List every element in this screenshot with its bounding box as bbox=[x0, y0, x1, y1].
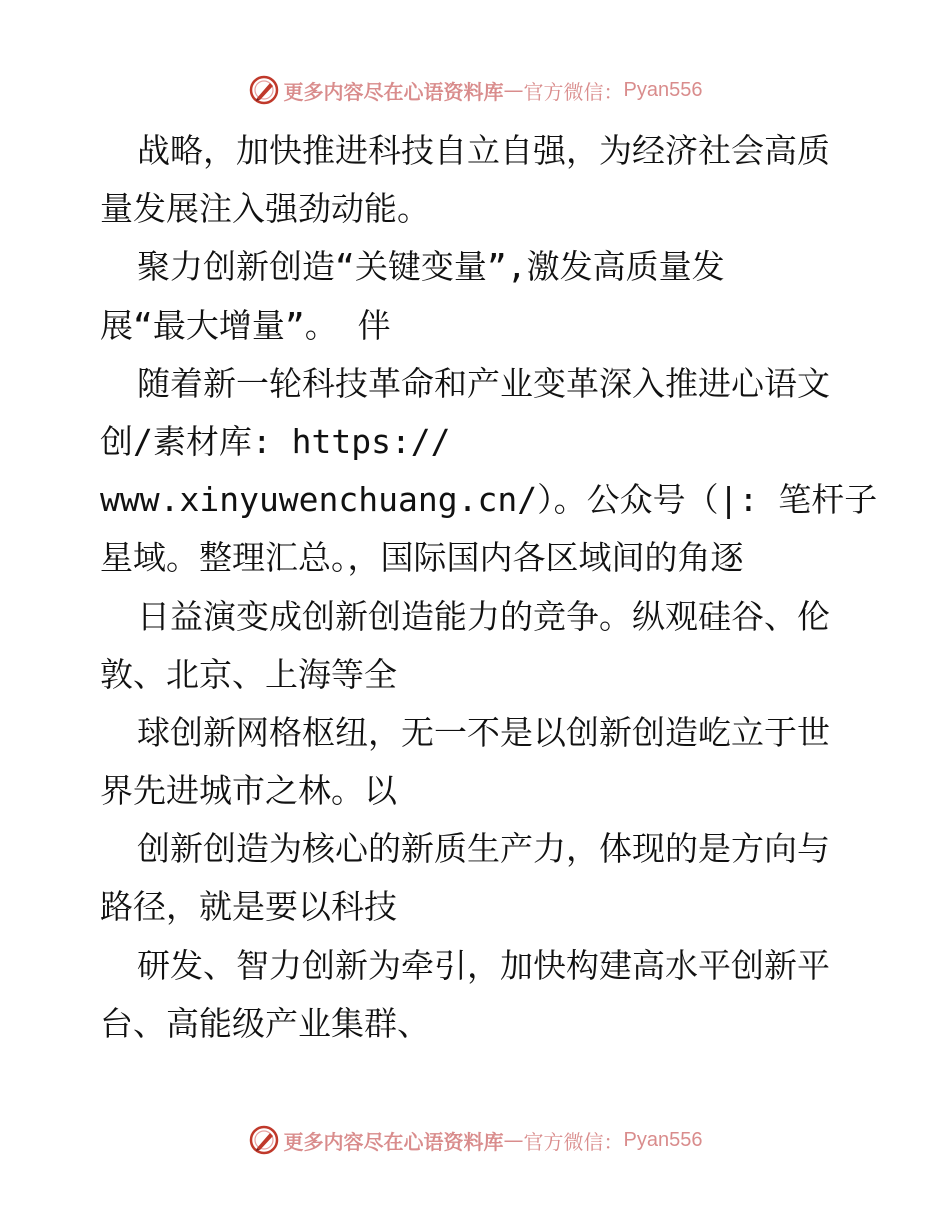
text-line: 敦、北京、上海等全 bbox=[100, 654, 397, 694]
text-line: 球创新网格枢纽，无一不是以创新创造屹立于世 bbox=[137, 712, 830, 752]
text-line: 研发、智力创新为牵引，加快构建高水平创新平 bbox=[137, 945, 830, 985]
header-brand-text: 更多内容尽在心语资料库 bbox=[283, 79, 504, 104]
header-wechat-label: 官方微信： bbox=[523, 79, 624, 104]
header-watermark bbox=[0, 70, 950, 110]
text-line: 随着新一轮科技革命和产业变革深入推进心语文 bbox=[137, 363, 830, 403]
text-line: 展“最大增量”。 伴 bbox=[100, 305, 391, 345]
footer-watermark bbox=[0, 1120, 950, 1160]
text-line: 创新创造为核心的新质生产力，体现的是方向与 bbox=[137, 829, 830, 869]
body-text bbox=[100, 122, 878, 1053]
text-line: 台、高能级产业集群、 bbox=[100, 1003, 430, 1043]
text-line: 量发展注入强劲动能。 bbox=[100, 189, 430, 229]
text-line: 创/素材库: https:// bbox=[100, 421, 451, 461]
text-line: 星域。整理汇总。，国际国内各区域间的角逐 bbox=[100, 538, 744, 578]
footer-wechat-id: Pyan556 bbox=[623, 1128, 703, 1151]
pen-circle-icon bbox=[248, 74, 280, 106]
header-wechat-id: Pyan556 bbox=[623, 78, 703, 101]
footer-dash: — bbox=[503, 1128, 524, 1152]
pen-circle-icon bbox=[248, 1124, 280, 1156]
text-line: 路径，就是要以科技 bbox=[100, 887, 397, 927]
text-line: 界先进城市之林。以 bbox=[100, 771, 397, 811]
text-line: 聚力创新创造“关键变量”,激发高质量发 bbox=[137, 247, 725, 287]
text-line: 日益演变成创新创造能力的竞争。纵观硅谷、伦 bbox=[137, 596, 830, 636]
text-line: 战略，加快推进科技自立自强，为经济社会高质 bbox=[137, 131, 830, 170]
footer-brand-text: 更多内容尽在心语资料库 bbox=[283, 1129, 504, 1154]
header-dash: — bbox=[503, 78, 524, 102]
text-line: www.xinyuwenchuang.cn/）。公众号（|: 笔杆子 bbox=[100, 480, 878, 520]
footer-wechat-label: 官方微信： bbox=[523, 1129, 624, 1154]
